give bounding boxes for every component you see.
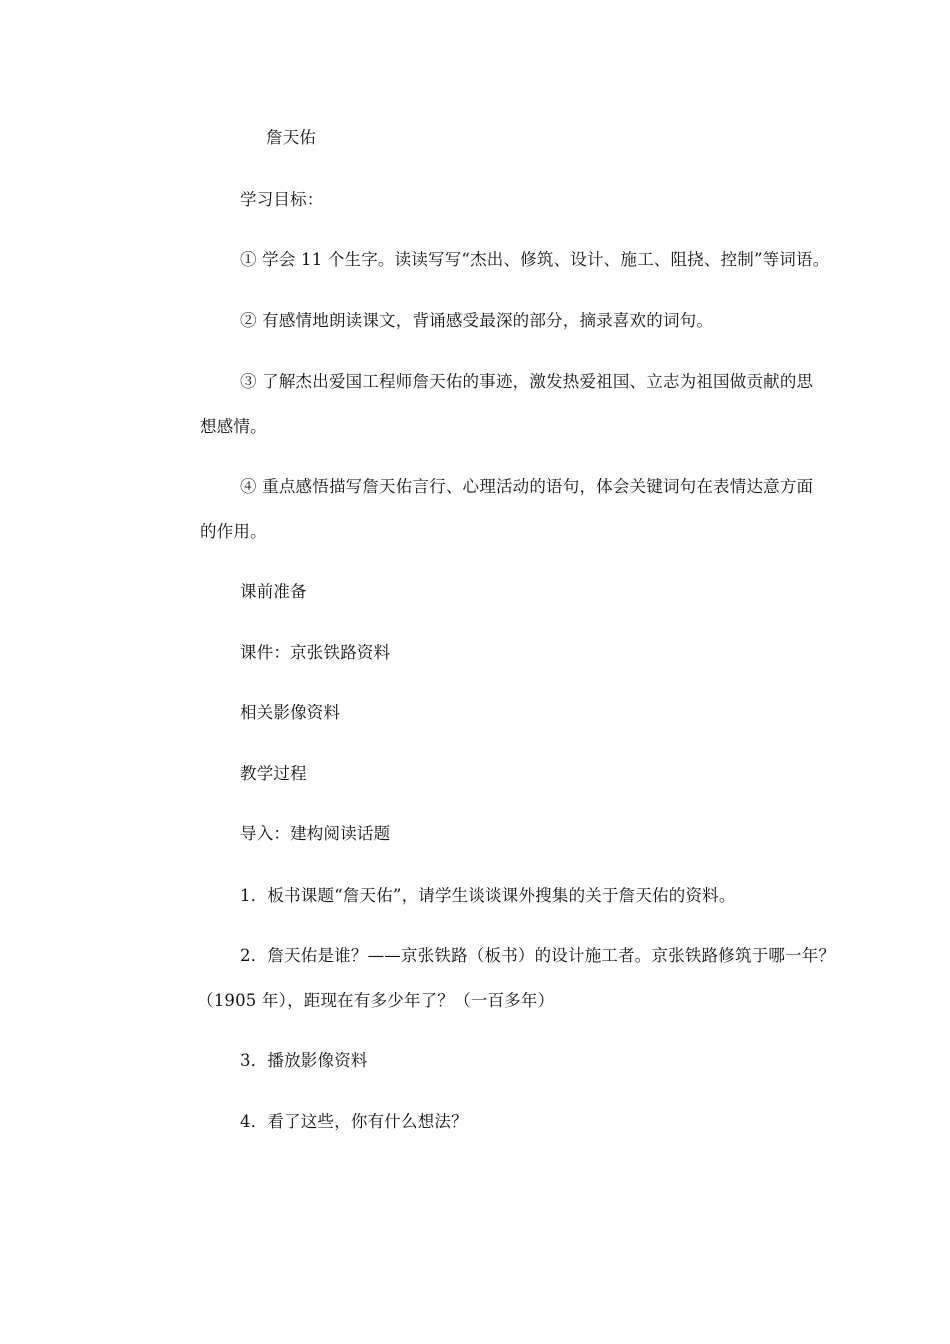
objective-3-line-1: ③ 了解杰出爱国工程师詹天佑的事迹，激发热爱祖国、立志为祖国做贡献的思: [240, 372, 814, 391]
step-2-line-2: （1905 年），距现在有多少年了？（一百多年）: [197, 991, 555, 1010]
preparation-heading: 课前准备: [240, 582, 307, 601]
objective-4-line-1: ④ 重点感悟描写詹天佑言行、心理活动的语句，体会关键词句在表情达意方面: [240, 477, 814, 496]
intro-heading: 导入：建构阅读话题: [240, 824, 391, 843]
step-4: 4．看了这些，你有什么想法？: [240, 1112, 468, 1131]
objective-3-line-2: 想感情。: [200, 417, 267, 436]
objective-2: ② 有感情地朗读课文，背诵感受最深的部分，摘录喜欢的词句。: [240, 311, 714, 330]
step-1: 1．板书课题“詹天佑”，请学生谈谈课外搜集的关于詹天佑的资料。: [240, 886, 736, 905]
document-title: 詹天佑: [266, 128, 317, 147]
objectives-heading: 学习目标：: [240, 190, 324, 209]
courseware-item: 课件：京张铁路资料: [240, 643, 391, 662]
step-3: 3．播放影像资料: [240, 1051, 368, 1070]
objective-1: ① 学会 11 个生字。读读写写“杰出、修筑、设计、施工、阻挠、控制”等词语。: [240, 250, 830, 269]
process-heading: 教学过程: [240, 764, 307, 783]
step-2-line-1: 2．詹天佑是谁？——京张铁路（板书）的设计施工者。京张铁路修筑于哪一年？: [240, 946, 836, 965]
video-material-item: 相关影像资料: [240, 703, 341, 722]
objective-4-line-2: 的作用。: [200, 522, 267, 541]
